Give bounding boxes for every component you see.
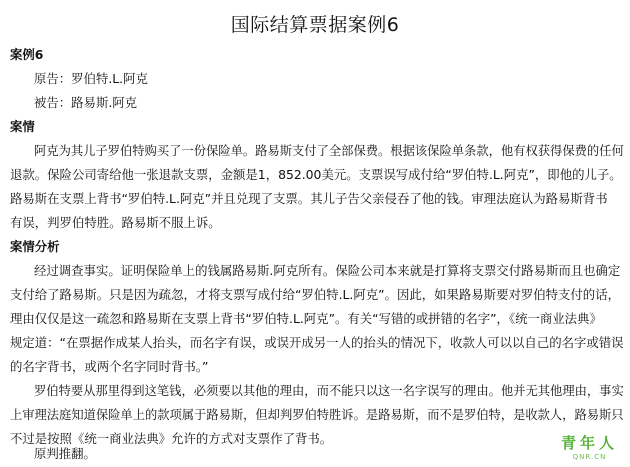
facts-paragraph-line: 退款。保险公司寄给他一张退款支票，金额是1，852.00美元。支票误写成付给“罗伯特.L.阿克”，即他的儿子。: [10, 167, 622, 182]
facts-heading: 案情: [10, 119, 35, 134]
analysis-paragraph-line: 的名字背书，或两个名字同时背书。”: [10, 359, 209, 374]
analysis-paragraph-line: 经过调查事实。证明保险单上的钱属路易斯.阿克所有。保险公司本来就是打算将支票交付路易斯而且也确定: [34, 263, 621, 278]
watermark-main-text: 青年人: [560, 434, 618, 452]
facts-paragraph-line: 路易斯在支票上背书“罗伯特.L.阿克”并且兑现了支票。其儿子告父亲侵吞了他的钱。审理法庭认为路易斯背书: [10, 191, 608, 206]
analysis-heading: 案情分析: [10, 239, 60, 254]
case-label: 案例6: [10, 47, 44, 62]
defendant-line: 被告：路易斯.阿克: [34, 95, 138, 110]
facts-paragraph-line: 阿克为其儿子罗伯特购买了一份保险单。路易斯支付了全部保费。根据该保险单条款，他有权获得保费的任何: [34, 143, 624, 158]
plaintiff-line: 原告：罗伯特.L.阿克: [34, 71, 148, 86]
watermark-domain-text: QNR.CN: [572, 453, 607, 461]
facts-paragraph-line: 有误，判罗伯特胜。路易斯不服上诉。: [10, 215, 221, 230]
analysis-paragraph-line: 理由仅仅是这一疏忽和路易斯在支票上背书“罗伯特.L.阿克”。有关“写错的或拼错的名字”，《统一商业法典》: [10, 311, 602, 326]
analysis-paragraph-line: 规定道：“在票据作成某人抬头，而名字有误，或误开成另一人的抬头的情况下，收款人可以以自己的名字或错误: [10, 335, 624, 350]
conclusion-paragraph-line: 上审理法庭知道保险单上的款项属于路易斯，但却判罗伯特胜诉。是路易斯，而不是罗伯特，是收款人，路易斯只: [10, 407, 624, 422]
conclusion-paragraph-line: 罗伯特要从那里得到这笔钱，必须要以其他的理由，而不能只以这一名字误写的理由。他并无其他理由，事实: [34, 383, 624, 398]
site-watermark-logo: [561, 432, 618, 461]
conclusion-paragraph-line: 不过是按照《统一商业法典》允许的方式对支票作了背书。: [10, 431, 333, 446]
analysis-paragraph-line: 支付给了路易斯。只是因为疏忽，才将支票写成付给“罗伯特.L.阿克”。因此，如果路易斯要对罗伯特支付的话，: [10, 287, 620, 302]
verdict-line: 原判推翻。: [34, 446, 96, 461]
page-title: 国际结算票据案例6: [230, 14, 400, 36]
